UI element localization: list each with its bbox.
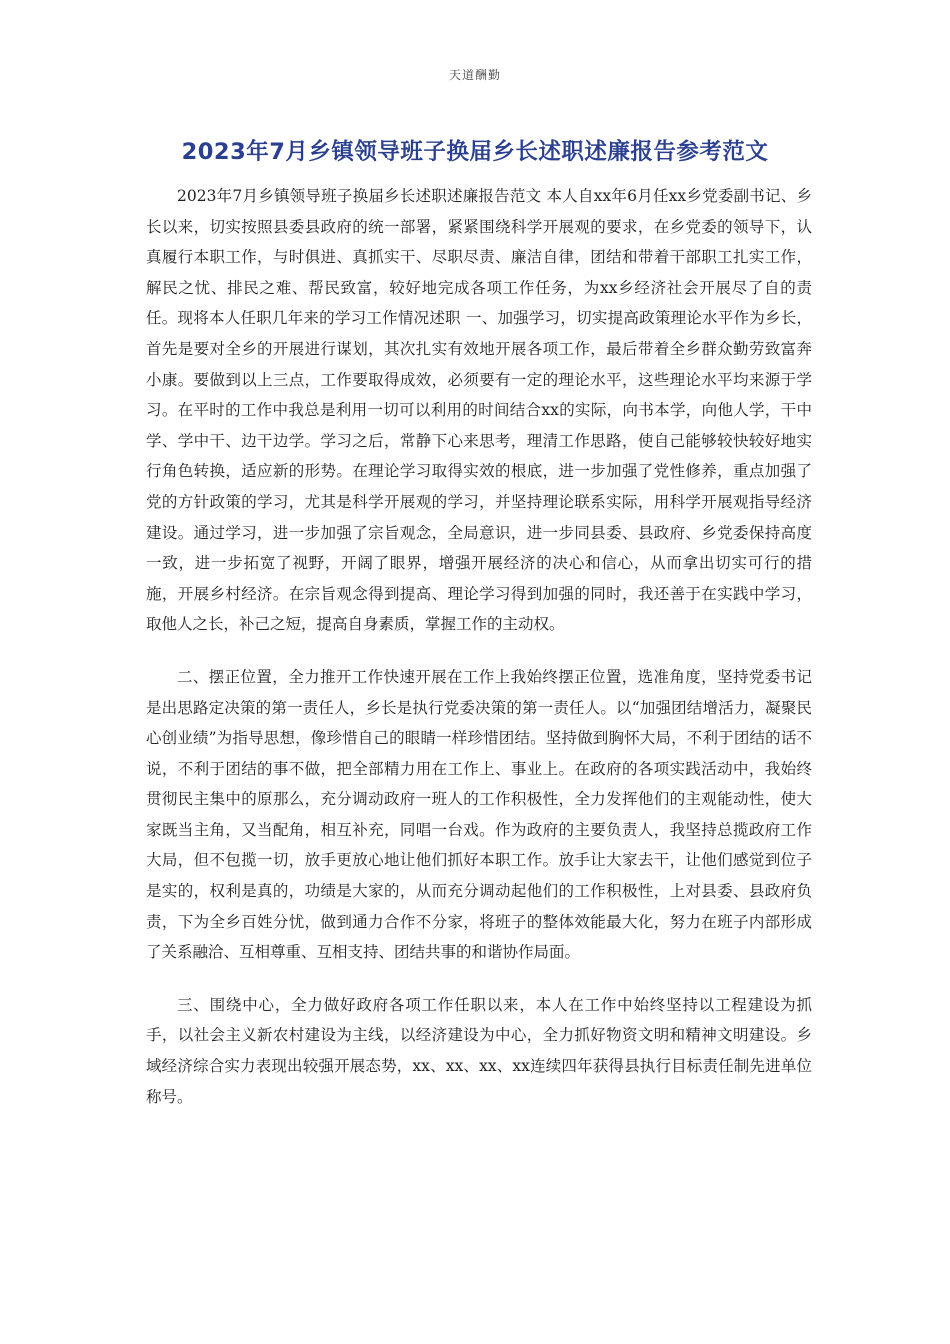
document-body: [146, 181, 812, 1134]
body-paragraph-2: 二、摆正位置，全力推开工作快速开展在工作上我始终摆正位置，选准角度，坚持党委书记是出思路定决策的第一责任人，乡长是执行党委决策的第一责任人。以“加强团结增活力，凝聚民心创业绩”为指导思想，像珍惜自己的眼睛一样珍惜团结。坚持做到胸怀大局，不利于团结的话不说，不利于团结的事不做，把全部精力用在工作上、事业上。在政府的各项实践活动中，我始终贯彻民主集中的原那么，充分调动政府一班人的工作积极性，全力发挥他们的主观能动性，使大家既当主角，又当配角，相互补充，同唱一台戏。作为政府的主要负责人，我坚持总揽政府工作大局，但不包揽一切，放手更放心地让他们抓好本职工作。放手让大家去干，让他们感觉到位子是实的，权利是真的，功绩是大家的，从而充分调动起他们的工作积极性，上对县委、县政府负责，下为全乡百姓分忧，做到通力合作不分家，将班子的整体效能最大化，努力在班子内部形成了关系融洽、互相尊重、互相支持、团结共事的和谐协作局面。: [146, 667, 812, 962]
page-header: 天道酬勤: [448, 68, 501, 82]
body-paragraph-1: 2023年7月乡镇领导班子换届乡长述职述廉报告范文 本人自xx年6月任xx乡党委副书记、乡长以来，切实按照县委县政府的统一部署，紧紧围绕科学开展观的要求，在乡党委的领导下，认真履行本职工作，与时俱进、真抓实干、尽职尽责、廉洁自律，团结和带着干部职工扎实工作，解民之忧、排民之难、帮民致富，较好地完成各项工作任务，为xx乡经济社会开展尽了自的责任。现将本人任职几年来的学习工作情况述职 一、加强学习，切实提高政策理论水平作为乡长，首先是要对全乡的开展进行谋划，其次扎实有效地开展各项工作，最后带着全乡群众勤劳致富奔小康。要做到以上三点，工作要取得成效，必须要有一定的理论水平，这些理论水平均来源于学习。在平时的工作中我总是利用一切可以利用的时间结合xx的实际，向书本学，向他人学，干中学、学中干、边干边学。学习之后，常静下心来思考，理清工作思路，使自己能够较快较好地实行角色转换，适应新的形势。在理论学习取得实效的根底，进一步加强了党性修养，重点加强了党的方针政策的学习，尤其是科学开展观的学习，并坚持理论联系实际，用科学开展观指导经济建设。通过学习，进一步加强了宗旨观念，全局意识，进一步同县委、县政府、乡党委保持高度一致，进一步拓宽了视野，开阔了眼界，增强开展经济的决心和信心，从而拿出切实可行的措施，开展乡村经济。在宗旨观念得到提高、理论学习得到加强的同时，我还善于在实践中学习，取他人之长，补己之短，提高自身素质，掌握工作的主动权。: [146, 187, 812, 634]
body-paragraph-3: 三、围绕中心，全力做好政府各项工作任职以来，本人在工作中始终坚持以工程建设为抓手，以社会主义新农村建设为主线，以经济建设为中心，全力抓好物资文明和精神文明建设。乡域经济综合实力表现出较强开展态势，xx、xx、xx、xx连续四年获得县执行目标责任制先进单位称号。: [146, 995, 812, 1106]
document-title: 2023年7月乡镇领导班子换届乡长述职述廉报告参考范文: [181, 139, 769, 165]
